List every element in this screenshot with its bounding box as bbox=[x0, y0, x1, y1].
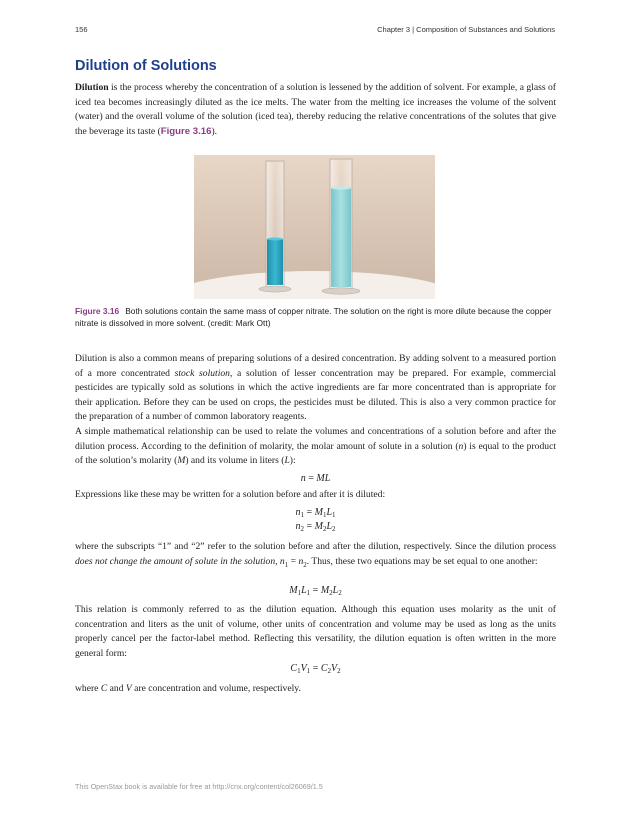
molarity-paragraph: A simple mathematical relationship can be used to relate the volumes and concentrations of a solution before and after the dilution process. According to the definition of molarity, the molar amount of solute in a solution (n) is equal to the product of the solution’s molarity (M) and its volume in liters (L): bbox=[75, 426, 556, 467]
dilution-equation-molarity: $M_1L_1 = M_2L_2$ bbox=[289, 585, 342, 597]
footer-availability-note: This OpenStax book is available for free at http://cnx.org/content/col26069/1.5 bbox=[75, 782, 323, 791]
stock-solution-term: stock solution bbox=[174, 367, 230, 379]
dilution-paragraph: Dilution is the process whereby the concentration of a solution is lessened by the addition of solvent. For example, a glass of iced tea becomes increasingly diluted as the ice melts. The water from the melting ice increases the volume of the solvent (water) and the overall volume of the solution (iced tea), thereby reducing the relative concentrations of the solutes that give the beverage its taste (Figure 3.16). bbox=[75, 82, 556, 137]
figure-caption bbox=[75, 306, 560, 329]
chapter-title: Chapter 3 | Composition of Substances and Solutions bbox=[377, 25, 555, 34]
section-title: Dilution of Solutions bbox=[75, 58, 217, 74]
dilution-equation-general: $C_1V_1 = C_2V_2$ bbox=[290, 663, 341, 675]
page-header bbox=[75, 25, 555, 37]
graduated-cylinders-photo bbox=[194, 155, 435, 299]
concentration-volume-paragraph: where C and V are concentration and volume, respectively. bbox=[75, 683, 301, 694]
equation-before-dilution: $n_1 = M_1L_1$ bbox=[295, 507, 336, 519]
figure-caption-text: Both solutions contain the same mass of copper nitrate. The solution on the right is more dilute because the copper nitrate is dissolved in more solvent. (credit: Mark Ott) bbox=[75, 306, 552, 328]
equation-n-equals-ml: n = ML bbox=[300, 473, 331, 484]
page-number: 156 bbox=[75, 25, 88, 34]
subscripts-paragraph: where the subscripts “1” and “2” refer to the solution before and after the dilution, respectively. Since the dilution process does not change the amount of solute in the solution, $n_1 = n_2$. Thus, these two equations may be set equal to one another: bbox=[75, 541, 556, 569]
figure-label: Figure 3.16 bbox=[75, 306, 120, 316]
dilution-equation-paragraph: This relation is commonly referred to as the dilution equation. Although this equation uses molarity as the unit of concentration and liters as the unit of volume, other units of concentration and volume may be used as long as the units properly cancel per the factor-label method. Reflecting this versatility, the dilution equation is often written in the more general form: bbox=[75, 604, 556, 659]
figure-reference-link[interactable]: Figure 3.16 bbox=[160, 125, 212, 137]
stock-solution-paragraph: Dilution is also a common means of preparing solutions of a desired concentration. By adding solvent to a measured portion of a more concentrated stock solution, a solution of lesser concentration may be prepared. For example, commercial pesticides are typically sold as solutions in which the active ingredients are far more concentrated than is appropriate for their application. Before they can be used on crops, the pesticides must be diluted. This is also a very common practice for the preparation of a number of common laboratory reagents. bbox=[75, 353, 557, 423]
dilution-term: Dilution bbox=[75, 82, 109, 93]
equation-after-dilution: $n_2 = M_2L_2$ bbox=[295, 521, 336, 533]
expressions-paragraph: Expressions like these may be written for a solution before and after it is diluted: bbox=[75, 489, 386, 500]
